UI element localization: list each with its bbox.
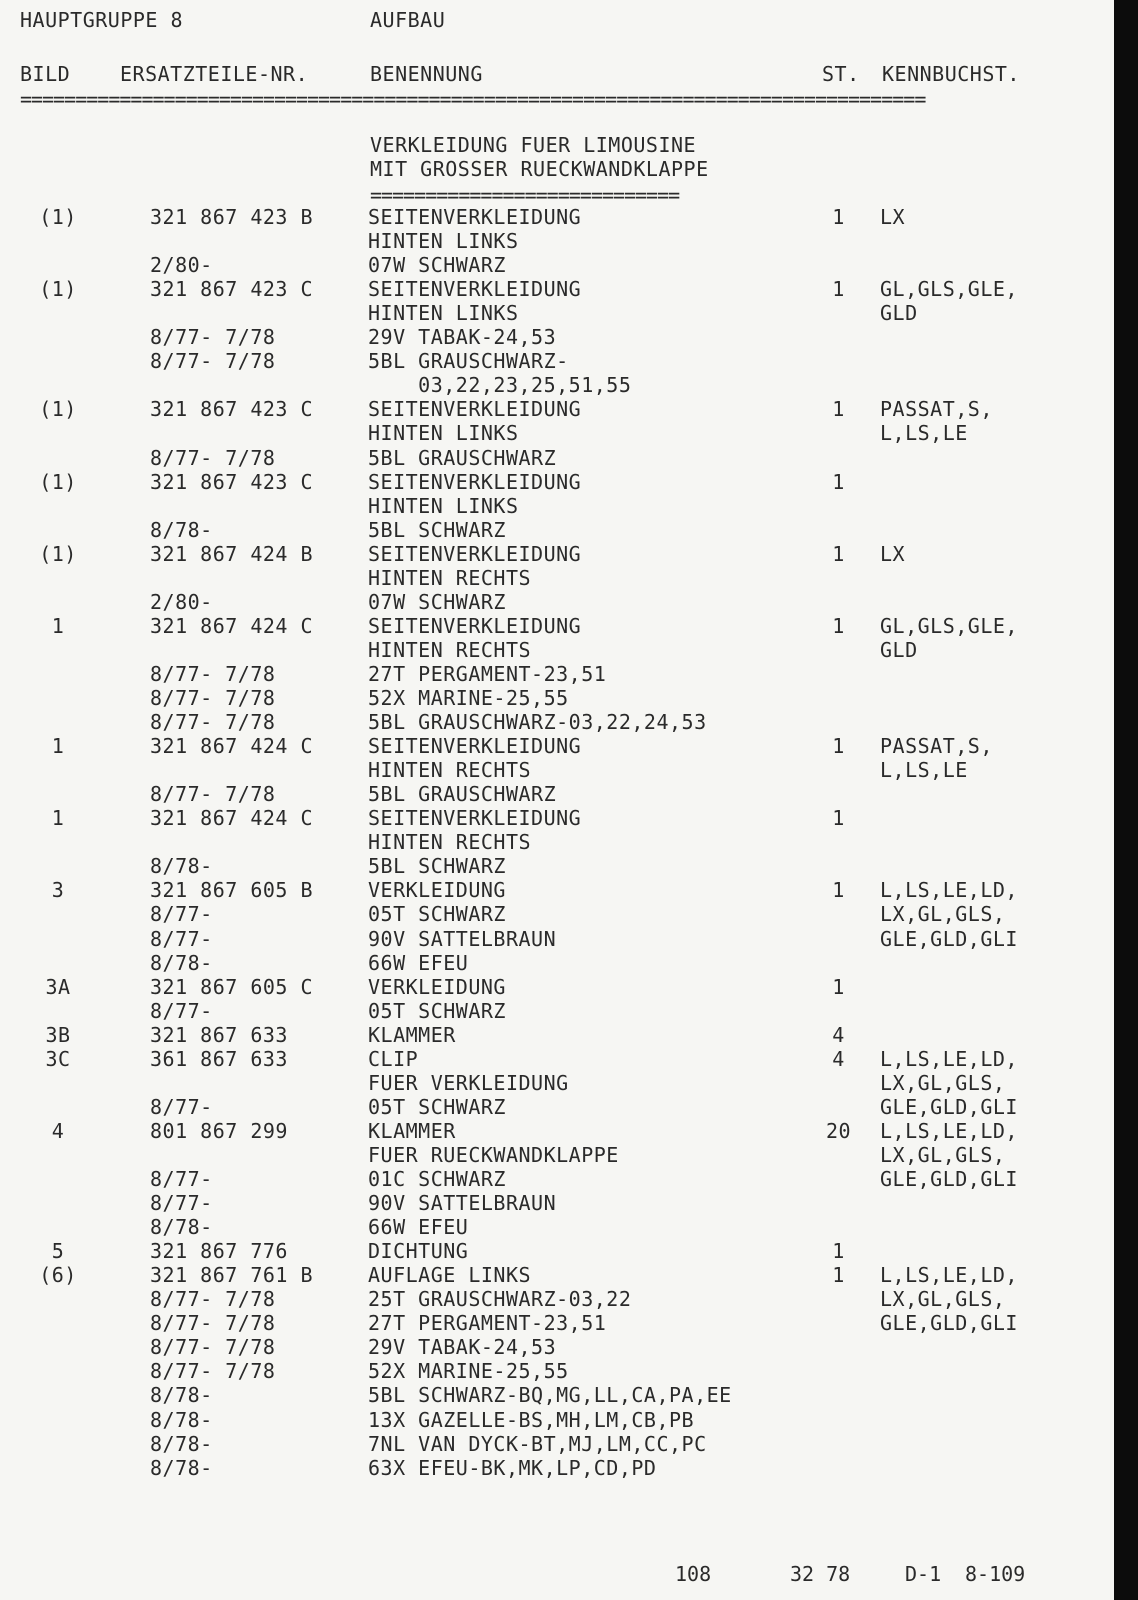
row-bild: 3C	[45, 1046, 71, 1071]
row-description: 66W EFEU	[368, 1215, 469, 1240]
row-part-number: 8/78-	[150, 1383, 213, 1408]
row-description: KLAMMER	[368, 1118, 456, 1143]
row-description: AUFLAGE LINKS	[368, 1263, 532, 1288]
row-part-number: 8/78-	[150, 517, 213, 542]
row-description: 5BL GRAUSCHWARZ	[368, 782, 557, 807]
row-bild: 3A	[45, 974, 71, 999]
row-part-number: 321 867 423 C	[150, 469, 314, 494]
row-description: 13X GAZELLE-BS,MH,LM,CB,PB	[368, 1407, 695, 1432]
row-bild: 5	[51, 1239, 65, 1264]
row-part-number: 8/78-	[150, 854, 213, 879]
row-part-number: 8/78-	[150, 1407, 213, 1432]
group-label: HAUPTGRUPPE 8	[20, 8, 184, 32]
row-bild: 3B	[45, 1022, 71, 1047]
row-code: L,LS,LE,LD,	[880, 1263, 1018, 1288]
section-title-line2: MIT GROSSER RUECKWANDKLAPPE	[370, 157, 709, 181]
row-quantity: 1	[832, 613, 845, 638]
row-description: HINTEN RECHTS	[368, 637, 532, 662]
row-part-number: 8/77- 7/78	[150, 1335, 276, 1360]
row-bild: (1)	[39, 397, 77, 422]
row-code: GL,GLS,GLE,	[880, 613, 1018, 638]
row-description: VERKLEIDUNG	[368, 974, 506, 999]
row-quantity: 1	[832, 1263, 845, 1288]
row-quantity: 1	[832, 734, 845, 759]
row-description: SEITENVERKLEIDUNG	[368, 541, 582, 566]
row-description: 27T PERGAMENT-23,51	[368, 1311, 607, 1336]
row-description: SEITENVERKLEIDUNG	[368, 806, 582, 831]
row-bild: (1)	[39, 277, 77, 302]
row-part-number: 8/77- 7/78	[150, 1287, 276, 1312]
row-description: 29V TABAK-24,53	[368, 1335, 557, 1360]
row-quantity: 1	[832, 806, 845, 831]
row-part-number: 321 867 761 B	[150, 1263, 314, 1288]
footer-ref-section: D-1	[905, 1562, 942, 1586]
row-part-number: 8/77- 7/78	[150, 1359, 276, 1384]
row-code: LX	[880, 205, 906, 229]
row-code: GL,GLS,GLE,	[880, 277, 1018, 302]
row-description: 5BL SCHWARZ-BQ,MG,LL,CA,PA,EE	[368, 1383, 732, 1408]
row-description: CLIP	[368, 1046, 419, 1071]
row-part-number: 8/77-	[150, 1191, 213, 1216]
row-part-number: 321 867 633	[150, 1022, 288, 1047]
row-code: L,LS,LE	[880, 758, 968, 783]
row-description: 27T PERGAMENT-23,51	[368, 661, 607, 686]
row-code: L,LS,LE,LD,	[880, 878, 1018, 903]
row-description: 5BL GRAUSCHWARZ-	[368, 349, 569, 374]
header-rule: ==================================================================================	[20, 87, 926, 111]
row-description: HINTEN LINKS	[368, 493, 519, 518]
row-description: 5BL GRAUSCHWARZ	[368, 445, 557, 470]
row-description: 63X EFEU-BK,MK,LP,CD,PD	[368, 1455, 657, 1480]
row-code: LX,GL,GLS,	[880, 902, 1006, 927]
row-description: 5BL SCHWARZ	[368, 854, 506, 879]
row-description: 05T SCHWARZ	[368, 1094, 506, 1119]
row-bild: (6)	[39, 1263, 77, 1288]
row-code: GLD	[880, 301, 918, 326]
row-part-number: 8/78-	[150, 950, 213, 975]
row-description: SEITENVERKLEIDUNG	[368, 397, 582, 422]
row-part-number: 8/77- 7/78	[150, 710, 276, 735]
row-quantity: 4	[832, 1046, 845, 1071]
row-description: FUER RUECKWANDKLAPPE	[368, 1142, 619, 1167]
row-part-number: 8/77- 7/78	[150, 661, 276, 686]
row-description: 52X MARINE-25,55	[368, 1359, 569, 1384]
row-quantity: 1	[832, 397, 845, 422]
row-description: 52X MARINE-25,55	[368, 686, 569, 710]
row-quantity: 1	[832, 541, 845, 566]
row-bild: 1	[51, 806, 65, 831]
row-description: 29V TABAK-24,53	[368, 325, 557, 350]
row-code: PASSAT,S,	[880, 397, 993, 422]
row-code: GLE,GLD,GLI	[880, 926, 1018, 951]
row-bild: (1)	[39, 469, 77, 494]
row-part-number: 8/77- 7/78	[150, 349, 276, 374]
row-code: L,LS,LE	[880, 421, 968, 446]
col-header-quantity: ST.	[822, 62, 860, 86]
row-description: 90V SATTELBRAUN	[368, 926, 557, 951]
row-description: 5BL SCHWARZ	[368, 517, 506, 542]
row-quantity: 1	[832, 1239, 845, 1264]
row-part-number: 8/78-	[150, 1431, 213, 1456]
row-code: GLE,GLD,GLI	[880, 1094, 1018, 1119]
row-description: 05T SCHWARZ	[368, 902, 506, 927]
scan-edge	[1114, 0, 1138, 1600]
row-bild: 3	[51, 878, 65, 903]
row-description: 07W SCHWARZ	[368, 253, 506, 278]
row-code: GLD	[880, 637, 918, 662]
row-part-number: 321 867 424 C	[150, 613, 314, 638]
row-description: KLAMMER	[368, 1022, 456, 1047]
row-description: HINTEN LINKS	[368, 301, 519, 326]
row-description: 5BL GRAUSCHWARZ-03,22,24,53	[368, 710, 707, 735]
section-title-line1: VERKLEIDUNG FUER LIMOUSINE	[370, 133, 697, 157]
row-part-number: 321 867 424 C	[150, 734, 314, 759]
row-code: GLE,GLD,GLI	[880, 1311, 1018, 1336]
row-quantity: 20	[825, 1118, 852, 1143]
row-bild: (1)	[39, 205, 77, 229]
footer-ref-page: 8-109	[965, 1562, 1026, 1586]
row-code: LX,GL,GLS,	[880, 1142, 1006, 1167]
row-part-number: 8/77- 7/78	[150, 445, 276, 470]
row-part-number: 2/80-	[150, 253, 213, 278]
row-description: SEITENVERKLEIDUNG	[368, 205, 582, 229]
row-description: 03,22,23,25,51,55	[368, 373, 632, 398]
row-description: HINTEN LINKS	[368, 421, 519, 446]
row-description: HINTEN RECHTS	[368, 830, 532, 855]
row-description: VERKLEIDUNG	[368, 878, 506, 903]
row-description: 7NL VAN DYCK-BT,MJ,LM,CC,PC	[368, 1431, 707, 1456]
row-description: HINTEN LINKS	[368, 229, 519, 254]
row-code: LX,GL,GLS,	[880, 1287, 1006, 1312]
row-description: SEITENVERKLEIDUNG	[368, 277, 582, 302]
row-code: L,LS,LE,LD,	[880, 1046, 1018, 1071]
col-header-part-number: ERSATZTEILE-NR.	[120, 62, 309, 86]
row-bild: 1	[51, 734, 65, 759]
row-quantity: 1	[832, 205, 845, 229]
row-part-number: 321 867 424 C	[150, 806, 314, 831]
row-bild: 1	[51, 613, 65, 638]
row-description: 07W SCHWARZ	[368, 589, 506, 614]
row-part-number: 8/77- 7/78	[150, 1311, 276, 1336]
row-bild: 4	[51, 1118, 65, 1143]
row-part-number: 8/78-	[150, 1455, 213, 1480]
row-part-number: 8/77-	[150, 902, 213, 927]
row-part-number: 321 867 423 C	[150, 397, 314, 422]
col-header-code: KENNBUCHST.	[882, 62, 1020, 86]
row-part-number: 321 867 424 B	[150, 541, 314, 566]
row-code: L,LS,LE,LD,	[880, 1118, 1018, 1143]
row-description: HINTEN RECHTS	[368, 565, 532, 590]
row-part-number: 8/77-	[150, 1167, 213, 1191]
section-underline: ============================	[370, 183, 680, 207]
row-part-number: 321 867 605 C	[150, 974, 314, 999]
row-part-number: 801 867 299	[150, 1118, 288, 1143]
row-quantity: 1	[832, 878, 845, 903]
row-code: PASSAT,S,	[880, 734, 993, 759]
row-description: 66W EFEU	[368, 950, 469, 975]
row-description: 25T GRAUSCHWARZ-03,22	[368, 1287, 632, 1312]
row-code: LX,GL,GLS,	[880, 1070, 1006, 1095]
row-description: DICHTUNG	[368, 1239, 469, 1264]
row-part-number: 321 867 423 B	[150, 205, 314, 229]
row-description: 90V SATTELBRAUN	[368, 1191, 557, 1216]
group-name: AUFBAU	[370, 8, 446, 32]
row-part-number: 8/77-	[150, 998, 213, 1023]
row-part-number: 8/77- 7/78	[150, 686, 276, 710]
row-description: SEITENVERKLEIDUNG	[368, 613, 582, 638]
row-quantity: 1	[832, 469, 845, 494]
row-description: 05T SCHWARZ	[368, 998, 506, 1023]
row-part-number: 8/78-	[150, 1215, 213, 1240]
row-part-number: 8/77- 7/78	[150, 325, 276, 350]
row-part-number: 8/77-	[150, 926, 213, 951]
row-description: SEITENVERKLEIDUNG	[368, 734, 582, 759]
row-bild: (1)	[39, 541, 77, 566]
row-part-number: 321 867 776	[150, 1239, 288, 1264]
row-quantity: 1	[832, 277, 845, 302]
row-quantity: 1	[832, 974, 845, 999]
row-part-number: 361 867 633	[150, 1046, 288, 1071]
footer-date: 32 78	[790, 1562, 851, 1586]
col-header-bild: BILD	[20, 62, 71, 86]
footer-page-number: 108	[675, 1562, 712, 1586]
row-description: HINTEN RECHTS	[368, 758, 532, 783]
row-code: LX	[880, 541, 906, 566]
row-quantity: 4	[832, 1022, 845, 1047]
row-description: SEITENVERKLEIDUNG	[368, 469, 582, 494]
row-part-number: 8/77-	[150, 1094, 213, 1119]
row-description: FUER VERKLEIDUNG	[368, 1070, 569, 1095]
row-part-number: 2/80-	[150, 589, 213, 614]
row-part-number: 321 867 605 B	[150, 878, 314, 903]
row-code: GLE,GLD,GLI	[880, 1167, 1018, 1191]
col-header-description: BENENNUNG	[370, 62, 483, 86]
row-part-number: 321 867 423 C	[150, 277, 314, 302]
row-description: 01C SCHWARZ	[368, 1167, 506, 1191]
row-part-number: 8/77- 7/78	[150, 782, 276, 807]
